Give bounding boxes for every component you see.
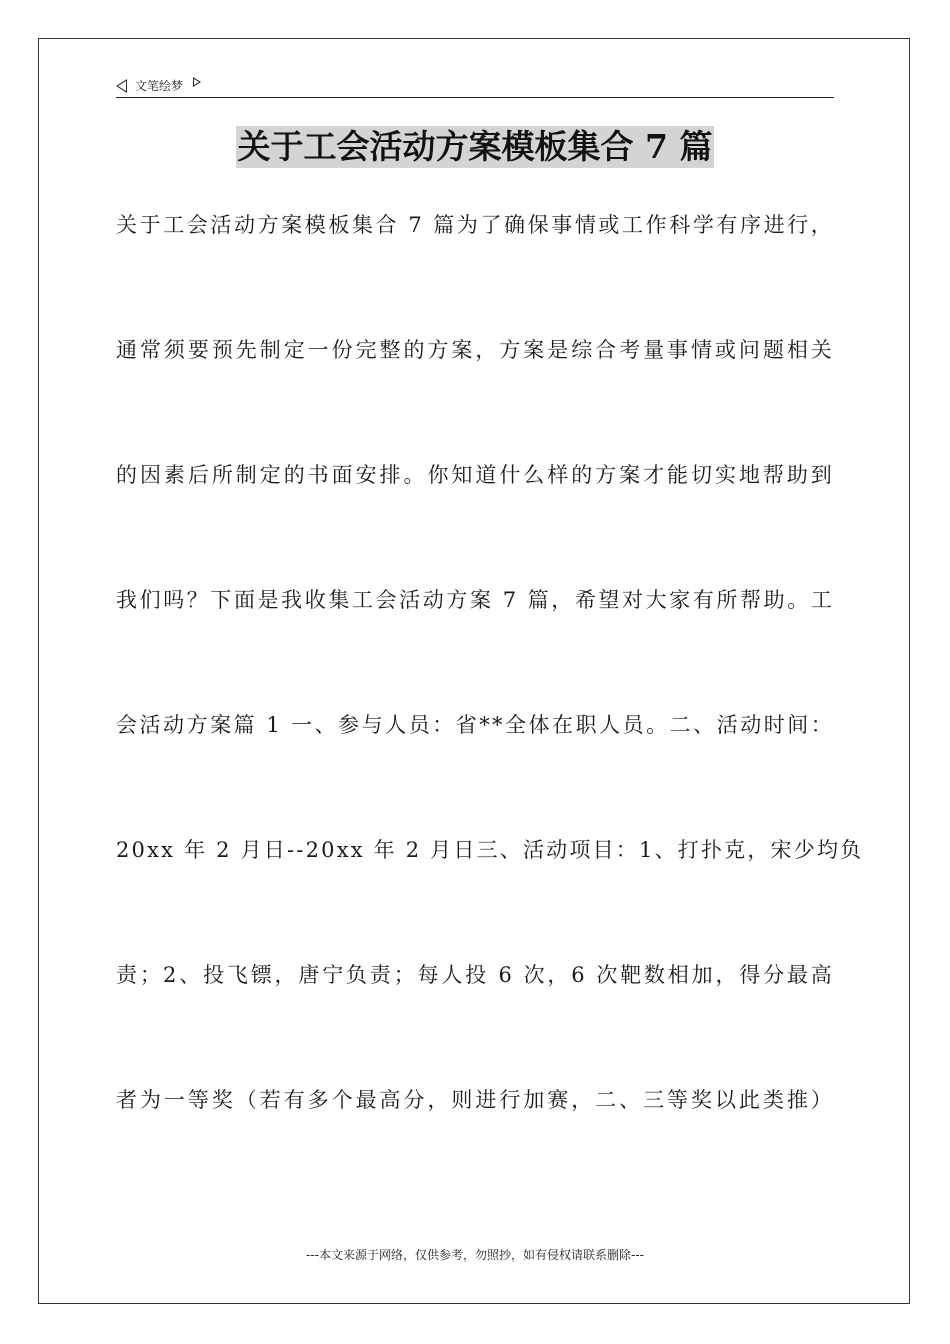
document-title: 关于工会活动方案模板集合 7 篇: [237, 127, 713, 166]
body-line: 的因素后所制定的书面安排。你知道什么样的方案才能切实地帮助到: [116, 463, 834, 487]
body-line: 通常须要预先制定一份完整的方案，方案是综合考量事情或问题相关: [116, 338, 834, 362]
body-line: 者为一等奖（若有多个最高分，则进行加赛，二、三等奖以此类推）: [116, 1088, 834, 1112]
page-header: [116, 74, 834, 98]
triangle-right-icon: [193, 77, 201, 87]
page-footer: ---本文来源于网络，仅供参考，勿照抄，如有侵权请联系删除---: [306, 1248, 644, 1262]
title-container: [0, 126, 950, 168]
header-text: 文笔绘梦: [135, 79, 184, 93]
triangle-left-icon: [116, 79, 127, 93]
body-line: 会活动方案篇 1 一、参与人员：省**全体在职人员。二、活动时间：: [116, 713, 834, 737]
body-line: 责；2、投飞镖，唐宁负责；每人投 6 次，6 次靶数相加，得分最高: [116, 963, 834, 987]
body-line: 关于工会活动方案模板集合 7 篇为了确保事情或工作科学有序进行，: [116, 213, 834, 237]
document-body: [116, 196, 864, 1196]
body-line: 20xx 年 2 月日--20xx 年 2 月日三、活动项目：1、打扑克，宋少均负: [116, 838, 864, 862]
body-line: 我们吗？下面是我收集工会活动方案 7 篇，希望对大家有所帮助。工: [116, 588, 834, 612]
